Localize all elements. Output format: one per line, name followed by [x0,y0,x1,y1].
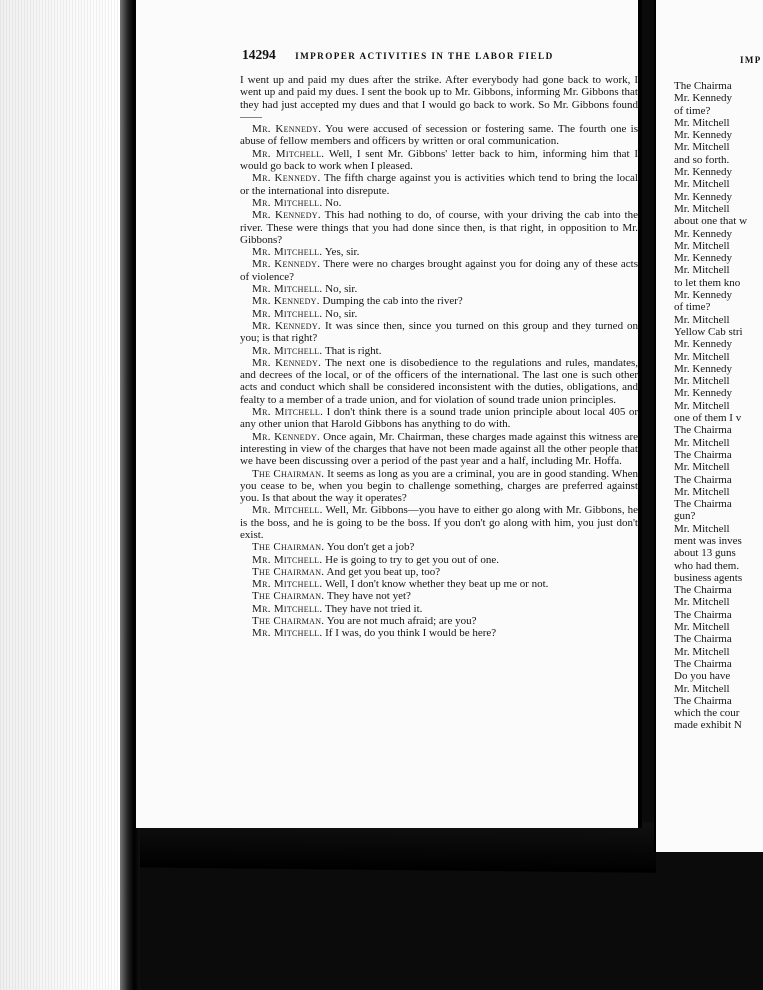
transcript-paragraph [240,345,638,357]
right-page-line: The Chairma [674,657,732,670]
speech-text: I don't think there is a sound trade union principle about local 405 or any other union that Harold Gibbons has anything to do with. [240,406,638,431]
right-page-line: who had them. [674,559,740,572]
speaker-name: Mr. Mitchell. [252,578,323,591]
speech-text: They have not tried it. [324,602,423,615]
transcript-paragraph [240,504,638,541]
transcript-paragraph [240,541,638,553]
right-page-line: Mr. Kennedy [674,362,733,375]
right-page-line: The Chairma [674,608,732,621]
speaker-name: Mr. Kennedy. [252,319,321,332]
right-page-line: Mr. Mitchell [674,645,730,658]
right-page-line: and so forth. [674,153,730,166]
transcript-paragraph [240,627,638,639]
transcript-paragraph [240,308,638,320]
right-page-line: Mr. Mitchell [674,350,730,363]
right-page-line: The Chairma [674,584,732,597]
speech-text: No, sir. [325,307,358,320]
transcript-paragraph [240,566,638,578]
speech-text: It was since then, since you turned on this group and they turned on you; is that right? [240,319,639,345]
right-page-line: to let them kno [674,276,741,289]
speech-text: Well, I don't know whether they beat up me or not. [324,578,549,591]
speaker-name: Mr. Mitchell. [252,602,323,615]
speech-text: Once again, Mr. Chairman, these charges made against this witness are interesting in view of the charges that have not been made against all the other people that we have been discussing over a period of the past year and a half, including Mr. Hoffa. [240,430,638,468]
speaker-name: The Chairman. [252,467,325,480]
right-page-line: Mr. Mitchell [674,375,730,388]
speaker-name: Mr. Mitchell. [252,553,323,566]
speech-text: The next one is disobedience to the regulations and rules, mandates, and decrees of the local, or of the officers of the international. The last one is such other acts and conduct which shall be considered inconsistent with the duties, obligations, and fealty to a member of a trade union, and for violation of sound trade union principles. [240,356,639,406]
right-page-line: The Chairma [674,694,732,707]
right-page-line: one of them I v [674,412,742,425]
speech-text: You don't get a job? [326,541,415,554]
right-page-line: Mr. Mitchell [674,621,730,634]
transcript-paragraph [240,554,638,566]
transcript-paragraph [240,590,638,602]
speaker-name: Mr. Mitchell. [252,406,324,419]
right-page-line: of time? [674,301,711,314]
right-page-line: Mr. Mitchell [674,313,730,326]
transcript-paragraph [240,283,638,295]
right-page-line: ment was inves [674,534,742,547]
speaker-name: The Chairman. [252,615,325,628]
speaker-name: Mr. Mitchell. [252,307,323,320]
speech-text: This had nothing to do, of course, with your driving the cab into the river. These were things that you had done since then, is that right, in opposition to Mr. Gibbons? [240,209,638,246]
running-title: IMPROPER ACTIVITIES IN THE LABOR FIELD [295,51,554,61]
transcript-paragraph [240,172,638,197]
speaker-name: Mr. Kennedy. [252,430,321,443]
right-page-line: Mr. Kennedy [674,252,733,265]
speaker-name: The Chairman. [252,590,325,603]
speech-text: It seems as long as you are a criminal, you are in good standing. When you cease to be, when you begin to challenge something, charges are preferred against you. Is that about the way it operates? [240,467,639,505]
right-page-line: Mr. Mitchell [674,141,730,154]
right-page-text [674,80,763,732]
speech-text: You were accused of secession or fostering same. The fourth one is abuse of fellow members and officers by written or oral communication. [240,123,639,148]
speech-text: There were no charges brought against you for doing any of these acts of violence? [240,258,638,283]
right-page-line: Mr. Kennedy [674,92,733,105]
right-page-line: The Chairma [674,633,732,646]
scanner-margin [0,0,126,990]
right-page-line: Mr. Mitchell [674,178,730,191]
right-page-line: Yellow Cab stri [674,325,743,338]
speaker-name: Mr. Mitchell. [252,283,323,296]
right-page-line: Mr. Mitchell [674,682,730,695]
speaker-name: Mr. Mitchell. [252,147,325,160]
transcript-paragraph [240,320,638,345]
speaker-name: The Chairman. [252,565,325,578]
transcript-paragraph [240,295,638,307]
right-page-line: Mr. Kennedy [674,129,733,142]
speech-text: I went up and paid my dues after the strike. After everybody had gone back to work, I went up and paid my dues. I sent the book up to Mr. Gibbons, informing Mr. Gibbons that they had just accepted my dues and that I would go back to work. So Mr. Gibbons found—— [240,74,638,123]
speaker-name: Mr. Kennedy. [252,172,321,185]
speaker-name: Mr. Kennedy. [252,209,321,222]
speaker-name: Mr. Kennedy. [252,123,322,136]
transcript-paragraph [240,209,638,246]
right-page-line: Do you have [674,670,731,683]
right-page-line: Mr. Kennedy [674,227,733,240]
right-page-line: Mr. Mitchell [674,436,730,449]
right-page-line: which the cour [674,707,740,720]
transcript-paragraph [240,357,638,406]
speaker-name: Mr. Kennedy. [252,258,321,271]
speaker-name: Mr. Mitchell. [252,627,323,640]
right-page-line: of time? [674,104,711,117]
right-page-line: Mr. Kennedy [674,289,733,302]
speech-text: Yes, sir. [324,246,360,259]
right-page-line: Mr. Kennedy [674,166,733,179]
right-page-line: The Chairma [674,473,732,486]
speech-text: Well, Mr. Gibbons—you have to either go along with Mr. Gibbons, he is the boss, and he is going to be the boss. If you don't go along with him, you just don't exist. [240,504,638,541]
right-page-line: Mr. Mitchell [674,522,730,535]
right-page-line: Mr. Mitchell [674,485,730,498]
speaker-name: The Chairman. [252,541,325,554]
transcript-paragraph [240,615,638,627]
speech-text: Well, I sent Mr. Gibbons' letter back to him, informing him that I would go back to work when I pleased. [240,147,638,173]
right-running-title: IMP [740,55,762,65]
speech-text: They have not yet? [326,590,411,603]
right-page-line: Mr. Kennedy [674,338,733,351]
right-page-line: about 13 guns [674,547,736,560]
page-number: 14294 [242,47,276,62]
right-page-line: Mr. Mitchell [674,116,730,129]
speech-text: Dumping the cab into the river? [322,295,463,308]
page-header [242,47,642,67]
right-page-line: Mr. Mitchell [674,202,730,215]
speech-text: The fifth charge against you is activities which tend to bring the local or the international into disrepute. [240,172,638,197]
right-page-line: Mr. Mitchell [674,239,730,252]
speaker-name: Mr. Mitchell. [252,504,323,517]
right-page-line: Mr. Kennedy [674,190,733,203]
transcript-paragraph [240,603,638,615]
right-page-line: Mr. Kennedy [674,387,733,400]
right-page-line: Mr. Mitchell [674,264,730,277]
right-page-line: business agents [674,571,743,584]
speech-text: That is right. [324,344,382,357]
speech-text: If I was, do you think I would be here? [325,627,497,640]
left-page-text [240,74,638,640]
speech-text: No. [325,196,342,209]
right-page-line: about one that w [674,215,748,228]
transcript-paragraph [240,74,638,123]
transcript-paragraph [240,578,638,590]
speaker-name: Mr. Kennedy. [252,356,322,369]
speaker-name: Mr. Mitchell. [252,344,323,357]
transcript-paragraph [240,258,638,283]
transcript-paragraph [240,246,638,258]
transcript-paragraph [240,123,638,148]
speech-text: You are not much afraid; are you? [326,615,477,628]
speaker-name: Mr. Mitchell. [252,196,323,209]
transcript-paragraph [240,406,638,431]
right-page-line: The Chairma [674,448,732,461]
transcript-paragraph [240,148,638,173]
transcript-paragraph [240,197,638,209]
speech-text: And get you beat up, too? [326,565,441,578]
right-page-line: The Chairma [674,498,732,511]
right-page-line: Mr. Mitchell [674,461,730,474]
transcript-paragraph [240,468,638,505]
right-page-line: Mr. Mitchell [674,399,730,412]
right-page-line: The Chairma [674,424,732,437]
right-page-line: Mr. Mitchell [674,596,730,609]
right-page-line: gun? [674,510,696,523]
speech-text: No, sir. [325,283,358,296]
right-page-line: made exhibit N [674,719,742,732]
right-page-line: The Chairma [674,80,732,92]
speech-text: He is going to try to get you out of one. [325,553,499,566]
transcript-paragraph [240,431,638,468]
speaker-name: Mr. Kennedy. [252,295,320,308]
speaker-name: Mr. Mitchell. [252,246,323,259]
